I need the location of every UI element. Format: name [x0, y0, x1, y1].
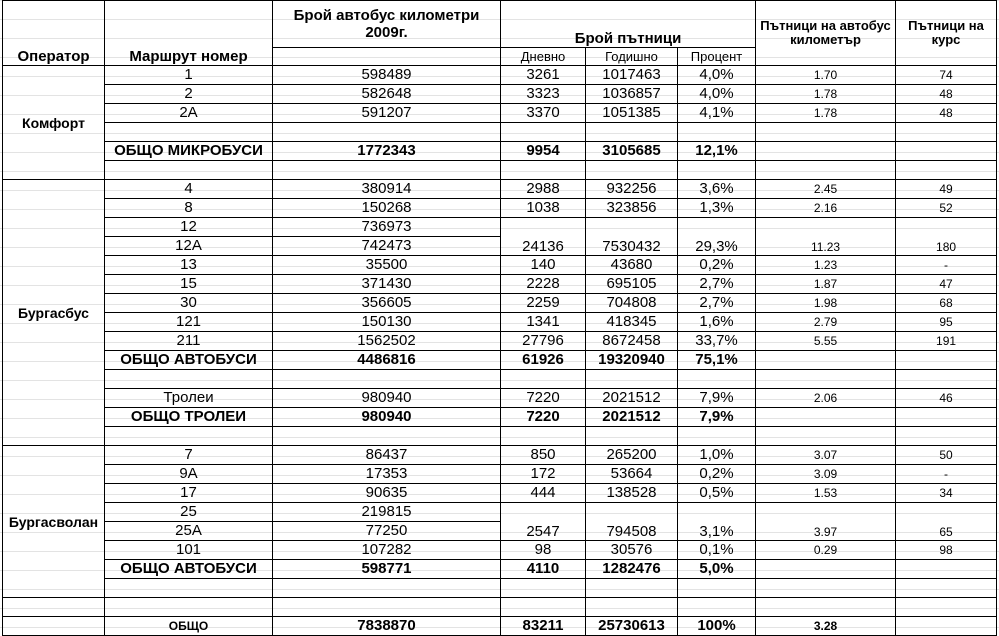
- total-label: ОБЩО МИКРОБУСИ: [105, 142, 273, 161]
- subheader-percent: Процент: [678, 48, 756, 66]
- per-km-cell: 0.29: [756, 541, 896, 560]
- km-cell: 150130: [273, 313, 501, 332]
- daily-cell: 3261: [501, 66, 586, 85]
- route-cell: 7: [105, 446, 273, 465]
- route-cell: 13: [105, 256, 273, 275]
- header-row: [3, 1, 997, 48]
- yearly-cell: 418345: [586, 313, 678, 332]
- blank-row: [3, 161, 997, 180]
- per-course-cell: 50: [896, 446, 997, 465]
- subheader-yearly: Годишно: [586, 48, 678, 66]
- yearly-cell: 8672458: [586, 332, 678, 351]
- yearly-cell: 1036857: [586, 85, 678, 104]
- per-km-cell: 1.78: [756, 85, 896, 104]
- percent-cell: 1,3%: [678, 199, 756, 218]
- daily-cell: 24136: [501, 218, 586, 256]
- table-row: [3, 294, 997, 313]
- route-cell: 2А: [105, 104, 273, 123]
- yearly-cell: 2021512: [586, 389, 678, 408]
- daily-cell: 27796: [501, 332, 586, 351]
- per-course-cell: 68: [896, 294, 997, 313]
- total-km: 598771: [273, 560, 501, 579]
- total-percent: 12,1%: [678, 142, 756, 161]
- km-cell: 371430: [273, 275, 501, 294]
- total-yearly: 19320940: [586, 351, 678, 370]
- per-course-cell: 191: [896, 332, 997, 351]
- table-row: [3, 313, 997, 332]
- per-km-cell: 1.78: [756, 104, 896, 123]
- per-course-cell: 52: [896, 199, 997, 218]
- total-daily: 9954: [501, 142, 586, 161]
- route-cell: 12: [105, 218, 273, 237]
- passenger-statistics-table: [2, 0, 997, 636]
- km-cell: 86437: [273, 446, 501, 465]
- subheader-km-blank: [273, 48, 501, 66]
- daily-cell: 3370: [501, 104, 586, 123]
- yearly-cell: 704808: [586, 294, 678, 313]
- table-row: [3, 332, 997, 351]
- table-row: [3, 199, 997, 218]
- total-percent: 7,9%: [678, 408, 756, 427]
- route-cell: 25А: [105, 522, 273, 541]
- km-cell: 736973: [273, 218, 501, 237]
- daily-cell: 2547: [501, 503, 586, 541]
- percent-cell: 0,5%: [678, 484, 756, 503]
- yearly-cell: 1051385: [586, 104, 678, 123]
- total-km: 980940: [273, 408, 501, 427]
- table-row: [3, 541, 997, 560]
- daily-cell: 140: [501, 256, 586, 275]
- daily-cell: 444: [501, 484, 586, 503]
- per-km-cell: 2.79: [756, 313, 896, 332]
- operator-burgasbus: Бургасбус: [3, 180, 105, 446]
- total-label: ОБЩО АВТОБУСИ: [105, 351, 273, 370]
- per-course-cell: 98: [896, 541, 997, 560]
- per-course-cell: 48: [896, 85, 997, 104]
- grand-total-yearly: 25730613: [586, 617, 678, 636]
- grand-total-label: ОБЩО: [105, 617, 273, 636]
- percent-cell: 4,0%: [678, 66, 756, 85]
- total-daily: 7220: [501, 408, 586, 427]
- route-cell: 9А: [105, 465, 273, 484]
- header-per-course: Пътници на курс: [896, 1, 997, 66]
- yearly-cell: 323856: [586, 199, 678, 218]
- blank-row: [3, 598, 997, 617]
- per-course-cell: -: [896, 256, 997, 275]
- total-yearly: 3105685: [586, 142, 678, 161]
- table-row: [3, 256, 997, 275]
- km-cell: 582648: [273, 85, 501, 104]
- percent-cell: 3,6%: [678, 180, 756, 199]
- percent-cell: 7,9%: [678, 389, 756, 408]
- route-cell: 4: [105, 180, 273, 199]
- header-per-km: Пътници на автобус километър: [756, 1, 896, 66]
- per-course-cell: 46: [896, 389, 997, 408]
- per-course-cell: 47: [896, 275, 997, 294]
- percent-cell: 2,7%: [678, 275, 756, 294]
- table-row: [3, 85, 997, 104]
- grand-total-percent: 100%: [678, 617, 756, 636]
- yearly-cell: 265200: [586, 446, 678, 465]
- percent-cell: 1,0%: [678, 446, 756, 465]
- per-km-cell: 2.06: [756, 389, 896, 408]
- km-cell: 17353: [273, 465, 501, 484]
- total-daily: 4110: [501, 560, 586, 579]
- blank-row: [3, 370, 997, 389]
- route-cell: Тролеи: [105, 389, 273, 408]
- km-cell: 107282: [273, 541, 501, 560]
- per-km-cell: 2.16: [756, 199, 896, 218]
- total-yearly: 1282476: [586, 560, 678, 579]
- route-cell: 8: [105, 199, 273, 218]
- km-cell: 35500: [273, 256, 501, 275]
- per-km-cell: 3.09: [756, 465, 896, 484]
- percent-cell: 0,1%: [678, 541, 756, 560]
- km-cell: 77250: [273, 522, 501, 541]
- daily-cell: 2228: [501, 275, 586, 294]
- route-cell: 101: [105, 541, 273, 560]
- route-cell: 30: [105, 294, 273, 313]
- per-course-cell: 65: [896, 503, 997, 541]
- km-cell: 598489: [273, 66, 501, 85]
- yearly-cell: 932256: [586, 180, 678, 199]
- table-row: [3, 66, 997, 85]
- per-course-cell: -: [896, 465, 997, 484]
- grand-total-km: 7838870: [273, 617, 501, 636]
- per-course-cell: 48: [896, 104, 997, 123]
- percent-cell: 29,3%: [678, 218, 756, 256]
- blank-row: [3, 123, 997, 142]
- km-cell: 150268: [273, 199, 501, 218]
- daily-cell: 850: [501, 446, 586, 465]
- yearly-cell: 7530432: [586, 218, 678, 256]
- grand-total-daily: 83211: [501, 617, 586, 636]
- table-row: [3, 465, 997, 484]
- yearly-cell: 1017463: [586, 66, 678, 85]
- yearly-cell: 695105: [586, 275, 678, 294]
- km-cell: 380914: [273, 180, 501, 199]
- per-course-cell: 49: [896, 180, 997, 199]
- table-row: [3, 446, 997, 465]
- percent-cell: 2,7%: [678, 294, 756, 313]
- route-cell: 1: [105, 66, 273, 85]
- route-cell: 12А: [105, 237, 273, 256]
- header-operator: Оператор: [3, 1, 105, 66]
- percent-cell: 0,2%: [678, 256, 756, 275]
- route-cell: 121: [105, 313, 273, 332]
- km-cell: 591207: [273, 104, 501, 123]
- header-route: Маршрут номер: [105, 1, 273, 66]
- km-cell: 90635: [273, 484, 501, 503]
- header-km: Брой автобус километри 2009г.: [273, 1, 501, 48]
- daily-cell: 1341: [501, 313, 586, 332]
- total-label: ОБЩО АВТОБУСИ: [105, 560, 273, 579]
- blank-row: [3, 579, 997, 598]
- yearly-cell: 30576: [586, 541, 678, 560]
- per-km-cell: 1.53: [756, 484, 896, 503]
- grand-total-per-km: 3.28: [756, 617, 896, 636]
- per-km-cell: 5.55: [756, 332, 896, 351]
- per-course-cell: 95: [896, 313, 997, 332]
- table-row: [3, 218, 997, 237]
- table-row: [3, 275, 997, 294]
- total-percent: 75,1%: [678, 351, 756, 370]
- percent-cell: 0,2%: [678, 465, 756, 484]
- yearly-cell: 794508: [586, 503, 678, 541]
- per-km-cell: 1.70: [756, 66, 896, 85]
- km-cell: 980940: [273, 389, 501, 408]
- route-cell: 25: [105, 503, 273, 522]
- total-row: [3, 142, 997, 161]
- km-cell: 219815: [273, 503, 501, 522]
- daily-cell: 1038: [501, 199, 586, 218]
- percent-cell: 1,6%: [678, 313, 756, 332]
- total-row: [3, 351, 997, 370]
- total-label: ОБЩО ТРОЛЕИ: [105, 408, 273, 427]
- subheader-daily: Дневно: [501, 48, 586, 66]
- per-km-cell: 3.07: [756, 446, 896, 465]
- route-cell: 15: [105, 275, 273, 294]
- route-cell: 2: [105, 85, 273, 104]
- per-km-cell: 2.45: [756, 180, 896, 199]
- header-passengers: Брой пътници: [501, 1, 756, 48]
- table-row: [3, 503, 997, 522]
- yearly-cell: 53664: [586, 465, 678, 484]
- table-row: [3, 484, 997, 503]
- total-yearly: 2021512: [586, 408, 678, 427]
- total-km: 1772343: [273, 142, 501, 161]
- daily-cell: 3323: [501, 85, 586, 104]
- per-km-cell: 1.98: [756, 294, 896, 313]
- percent-cell: 4,0%: [678, 85, 756, 104]
- table-row: [3, 180, 997, 199]
- km-cell: 1562502: [273, 332, 501, 351]
- per-km-cell: 1.23: [756, 256, 896, 275]
- total-percent: 5,0%: [678, 560, 756, 579]
- daily-cell: 2988: [501, 180, 586, 199]
- grand-total-row: [3, 617, 997, 636]
- total-row: [3, 408, 997, 427]
- daily-cell: 172: [501, 465, 586, 484]
- daily-cell: 98: [501, 541, 586, 560]
- total-daily: 61926: [501, 351, 586, 370]
- daily-cell: 7220: [501, 389, 586, 408]
- km-cell: 356605: [273, 294, 501, 313]
- total-km: 4486816: [273, 351, 501, 370]
- yearly-cell: 43680: [586, 256, 678, 275]
- operator-burgasvolan: Бургасволан: [3, 446, 105, 598]
- yearly-cell: 138528: [586, 484, 678, 503]
- percent-cell: 3,1%: [678, 503, 756, 541]
- percent-cell: 4,1%: [678, 104, 756, 123]
- route-cell: 211: [105, 332, 273, 351]
- km-cell: 742473: [273, 237, 501, 256]
- route-cell: 17: [105, 484, 273, 503]
- daily-cell: 2259: [501, 294, 586, 313]
- per-course-cell: 74: [896, 66, 997, 85]
- operator-komfort: Комфорт: [3, 66, 105, 180]
- table-row: [3, 389, 997, 408]
- total-row: [3, 560, 997, 579]
- blank-row: [3, 427, 997, 446]
- table-row: [3, 104, 997, 123]
- per-km-cell: 11.23: [756, 218, 896, 256]
- per-course-cell: 180: [896, 218, 997, 256]
- percent-cell: 33,7%: [678, 332, 756, 351]
- per-km-cell: 3.97: [756, 503, 896, 541]
- per-km-cell: 1.87: [756, 275, 896, 294]
- per-course-cell: 34: [896, 484, 997, 503]
